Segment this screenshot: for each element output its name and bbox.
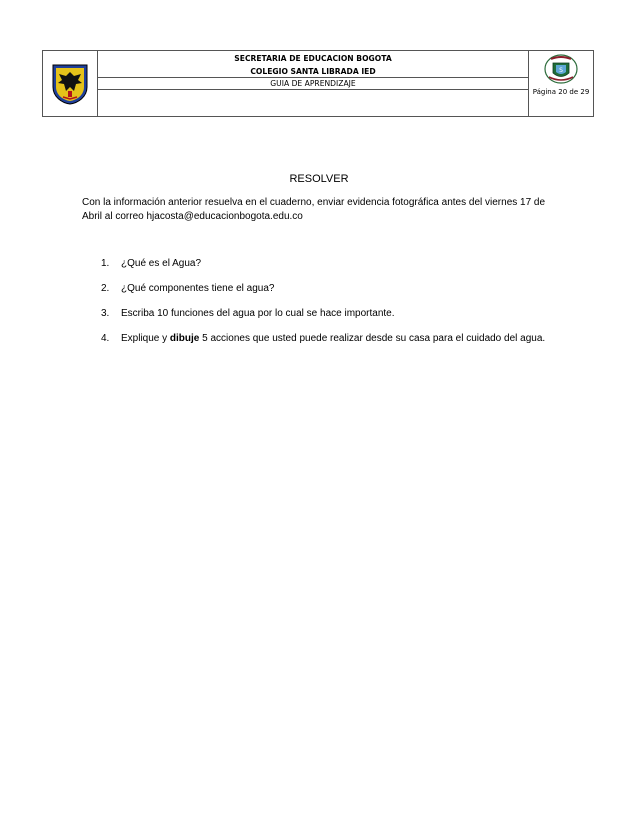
question-text: Escriba 10 funciones del agua por lo cual se hace importante.: [121, 308, 395, 319]
header-line-1: SECRETARIA DE EDUCACION BOGOTA: [234, 54, 392, 63]
school-crest-icon: [543, 53, 579, 85]
svg-text:S: S: [559, 67, 563, 74]
list-item: [101, 282, 551, 296]
right-logo-cell: [529, 51, 593, 116]
header-line-3: GUIA DE APRENDIZAJE: [98, 78, 528, 90]
header-title-cell: [98, 51, 529, 116]
list-item: [101, 332, 551, 346]
document-header: [42, 50, 594, 117]
question-number: 1.: [101, 258, 110, 269]
question-text-emphasis: dibuje: [169, 333, 200, 344]
list-item: [101, 257, 551, 271]
instructions-paragraph: Con la información anterior resuelva en el cuaderno, enviar evidencia fotográfica antes del viernes 17 de Abril al correo hjacosta@educacionbogota.edu.co: [82, 197, 546, 222]
bogota-coat-of-arms-icon: [51, 63, 89, 105]
section-title: RESOLVER: [289, 173, 349, 185]
question-number: 3.: [101, 308, 110, 319]
question-text-end: 5 acciones que usted puede realizar desde su casa para el cuidado del agua.: [202, 333, 546, 344]
page-number-label: Página 20 de 29: [532, 88, 590, 96]
question-text: ¿Qué componentes tiene el agua?: [121, 283, 275, 294]
left-logo-cell: [43, 51, 98, 116]
list-item: [101, 307, 551, 321]
question-number: 2.: [101, 283, 110, 294]
question-text: ¿Qué es el Agua?: [121, 258, 202, 269]
questions-list: [101, 257, 551, 357]
question-text-start: Explique y: [121, 333, 168, 344]
question-number: 4.: [101, 333, 110, 344]
header-line-2: COLEGIO SANTA LIBRADA IED: [98, 66, 528, 78]
